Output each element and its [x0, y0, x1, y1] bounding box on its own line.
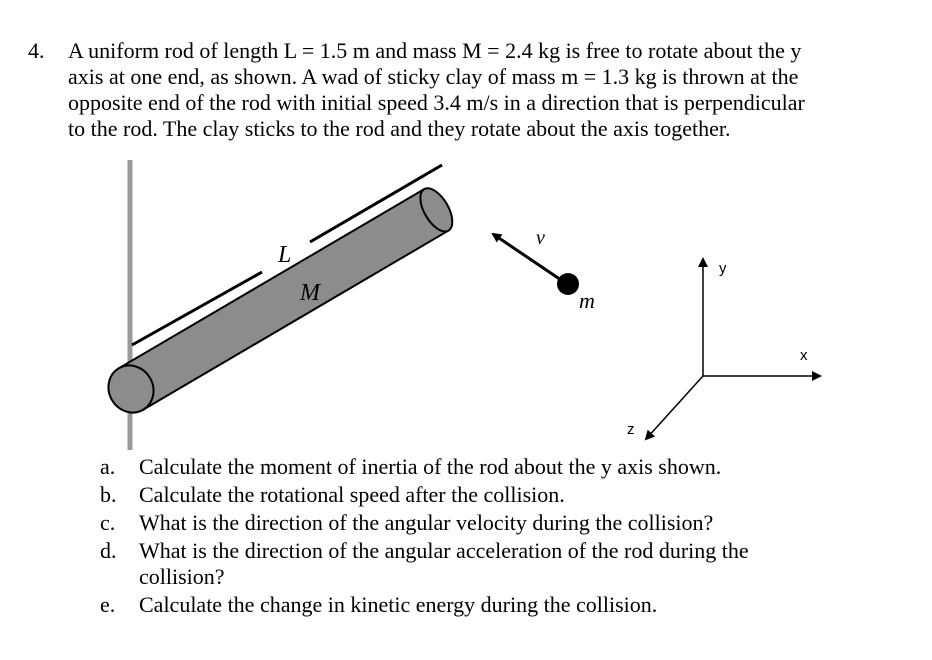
- rod-mass-label: M: [300, 280, 320, 306]
- question-text: Calculate the change in kinetic energy during the collision.: [139, 592, 658, 617]
- rod: [100, 183, 459, 421]
- problem-line-3: opposite end of the rod with initial speed 3.4 m/s in a direction that is perpendicular: [68, 90, 805, 115]
- problem-line-1: A uniform rod of length L = 1.5 m and mass M = 2.4 kg is free to rotate about the y: [68, 38, 802, 63]
- problem-number: 4.: [28, 38, 45, 63]
- question-list: [100, 454, 860, 620]
- question-text-continued: collision?: [139, 564, 225, 589]
- y-axis-label: y: [719, 260, 727, 277]
- question-letter: e.: [100, 592, 116, 617]
- question-a: [100, 454, 860, 480]
- velocity-label: v: [536, 227, 545, 249]
- question-b: [100, 482, 860, 508]
- question-letter: c.: [100, 510, 116, 535]
- question-c: [100, 510, 860, 536]
- clay-mass-label: m: [579, 288, 595, 313]
- question-letter: b.: [100, 482, 117, 507]
- velocity-arrow: [493, 234, 564, 282]
- coordinate-axes: [627, 259, 820, 439]
- question-e: [100, 592, 860, 618]
- question-text: What is the direction of the angular velocity during the collision?: [139, 510, 714, 535]
- question-letter: d.: [100, 538, 117, 563]
- question-d: [100, 538, 860, 590]
- question-text: Calculate the rotational speed after the collision.: [139, 482, 565, 507]
- z-axis: [646, 376, 703, 439]
- x-axis-label: x: [800, 347, 808, 364]
- z-axis-label: z: [627, 421, 635, 438]
- problem-line-2: axis at one end, as shown. A wad of sticky clay of mass m = 1.3 kg is thrown at the: [68, 64, 799, 89]
- clay-ball: [557, 273, 579, 295]
- question-letter: a.: [100, 454, 116, 479]
- length-label: L: [278, 242, 292, 268]
- question-text: Calculate the moment of inertia of the rod about the y axis shown.: [139, 454, 722, 479]
- problem-line-4: to the rod. The clay sticks to the rod and they rotate about the axis together.: [68, 116, 731, 141]
- question-text: What is the direction of the angular acceleration of the rod during the: [139, 538, 749, 563]
